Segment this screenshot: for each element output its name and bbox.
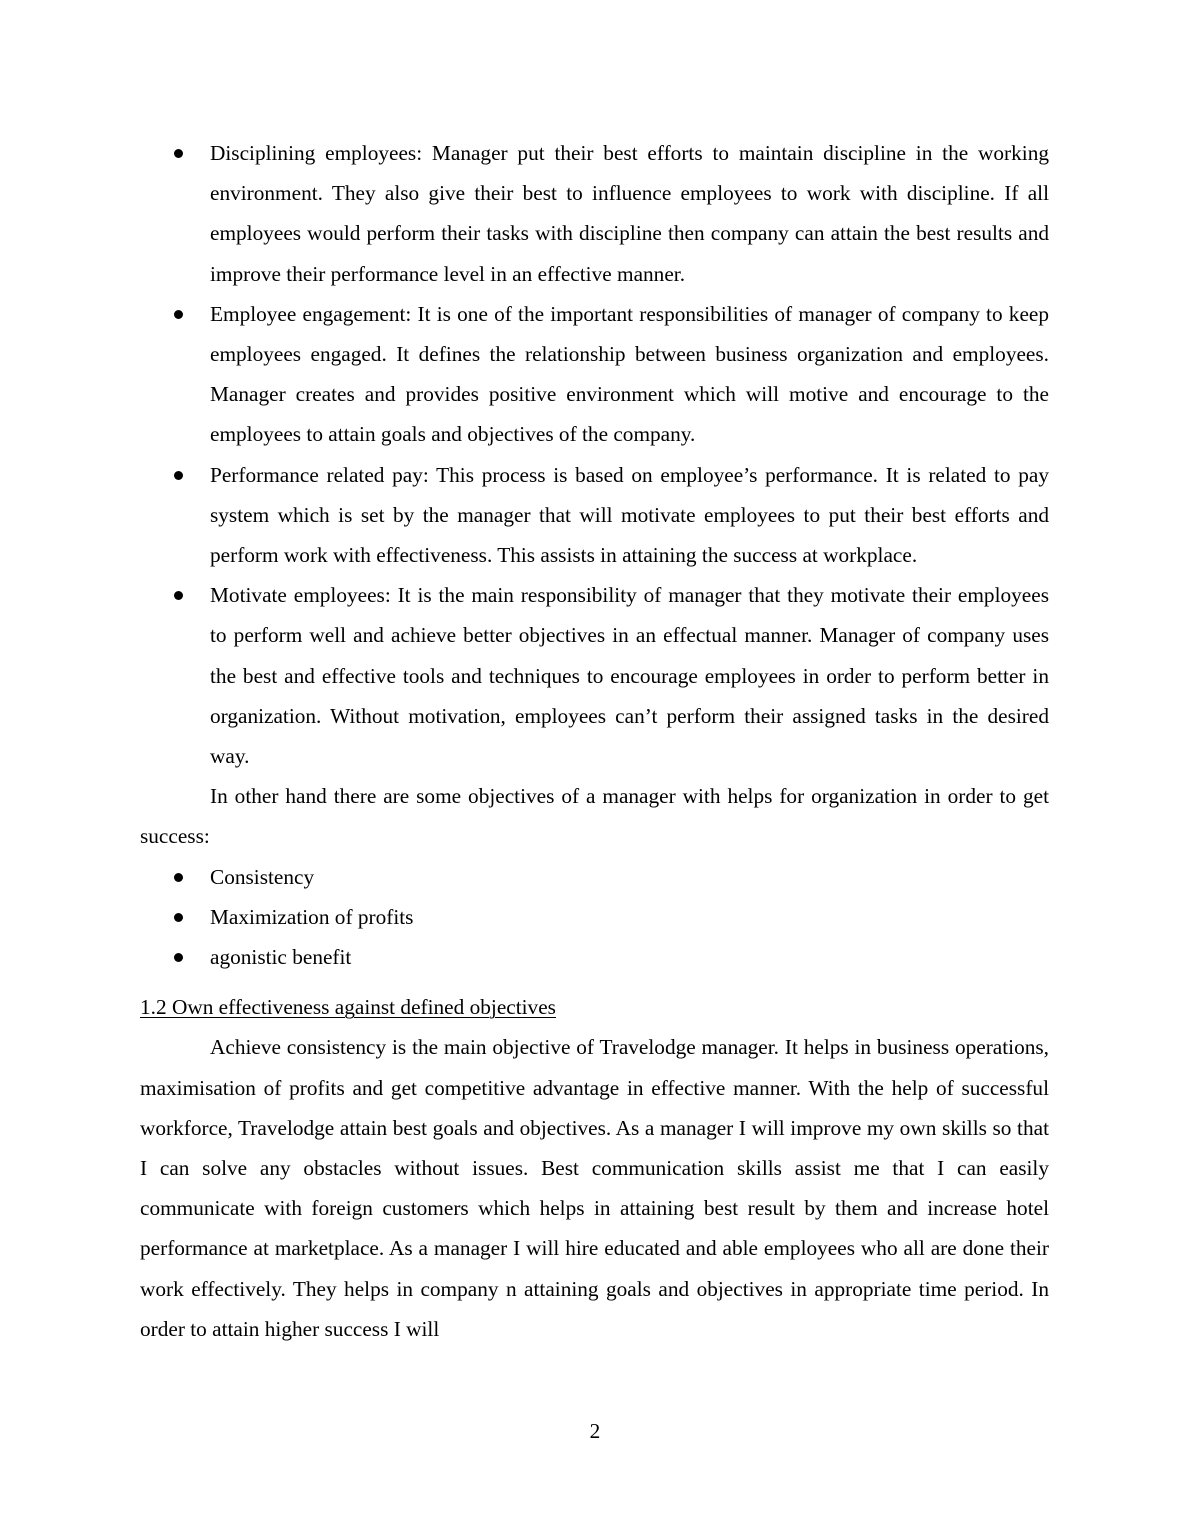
page-number: 2 — [589, 1419, 601, 1443]
bullet-icon — [174, 913, 183, 922]
list-item — [140, 133, 1049, 294]
list-item-text: agonistic benefit — [210, 945, 352, 970]
section-paragraph: Achieve consistency is the main objective of Travelodge manager. It helps in business operations, maximisation of profits and get competitive advantage in effective manner. With the help of successful workforce, Travelodge attain best goals and objectives. As a manager I will improve my own skills so that I can solve any obstacles without issues. Best communication skills assist me that I can easily communicate with foreign customers which helps in attaining best result by them and increase hotel performance at marketplace. As a manager I will hire educated and able employees who all are done their work effectively. They helps in company n attaining goals and objectives in appropriate time period. In order to attain higher success I will — [140, 1035, 1049, 1341]
list-item — [140, 857, 1049, 897]
page-content — [140, 133, 1049, 1349]
bullet-icon — [174, 953, 183, 962]
bullet-icon — [174, 310, 183, 319]
list-item-text: Motivate employees: It is the main responsibility of manager that they motivate their employees to perform well and achieve better objectives in an effectual manner. Manager of company uses the best and effective tools and techniques to encourage employees in order to perform better in organization. Without motivation, employees can’t perform their assigned tasks in the desired way. — [210, 583, 1049, 769]
list-item-text: Employee engagement: It is one of the important responsibilities of manager of company to keep employees engaged. It defines the relationship between business organization and employees. Manager creates and provides positive environment which will motive and encourage to the employees to attain goals and objectives of the company. — [210, 301, 1049, 447]
list-item-text: Disciplining employees: Manager put their best efforts to maintain discipline in the working environment. They also give their best to influence employees to work with discipline. If all employees would perform their tasks with discipline then company can attain the best results and improve their performance level in an effective manner. — [210, 141, 1049, 286]
objectives-intro: In other hand there are some objectives of a manager with helps for organization in order to get success: — [140, 784, 1049, 849]
bullet-icon — [174, 149, 183, 158]
list-item — [140, 897, 1049, 937]
bullet-icon — [174, 873, 183, 882]
list-item — [140, 294, 1049, 455]
list-item-text: Maximization of profits — [210, 904, 414, 929]
objectives-list — [140, 857, 1049, 978]
section-heading: 1.2 Own effectiveness against defined objectives — [140, 995, 556, 1020]
list-item-text: Performance related pay: This process is based on employee’s performance. It is related to pay system which is set by the manager that will motivate employees to put their best efforts and perform work with effectiveness. This assists in attaining the success at workplace. — [210, 462, 1049, 568]
list-item — [140, 575, 1049, 776]
list-item-text: Consistency — [210, 864, 315, 889]
responsibilities-list — [140, 133, 1049, 776]
bullet-icon — [174, 471, 183, 480]
bullet-icon — [174, 591, 183, 600]
list-item — [140, 455, 1049, 576]
list-item — [140, 937, 1049, 977]
